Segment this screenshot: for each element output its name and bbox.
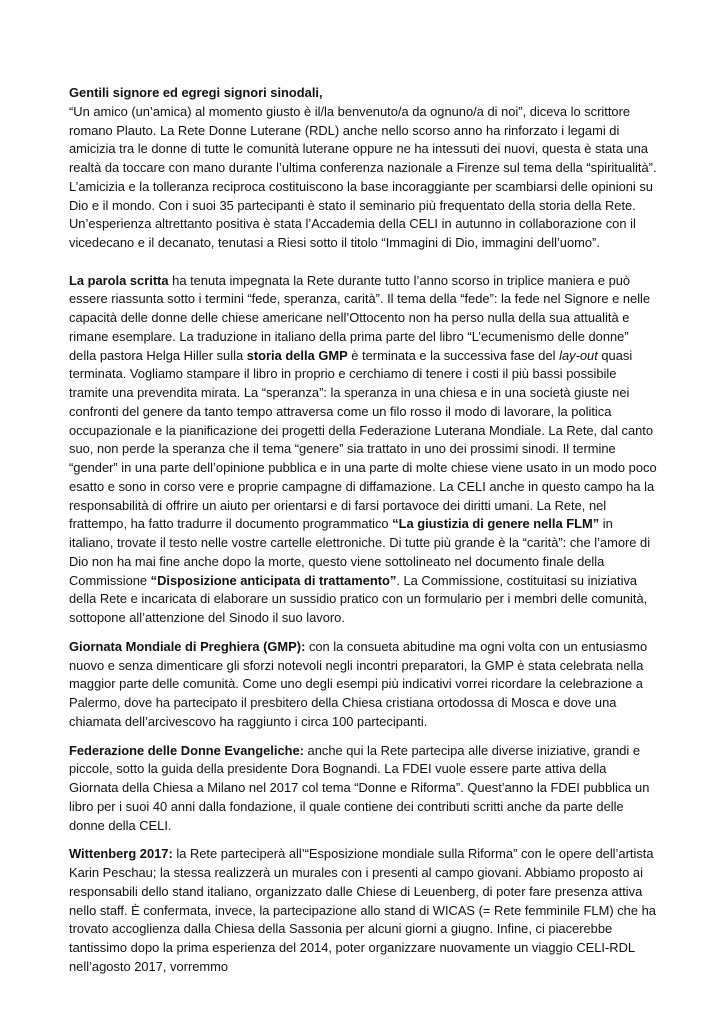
parola-text-3: quasi terminata. Vogliamo stampare il libro in proprio e cerchiamo di tenere i costi il più bassi possibile tramite una prevendita mirata. La “speranza”: la speranza in una chiesa e in una società giuste nei confronti del genere da tanto tempo attraversa come un filo rosso il modo di lavorare, la politica occupazionale e la pianificazione dei progetti della Federazione Luterana Mondiale. La Rete, dal canto suo, non perde la speranza che il tema “genere” sia trattato in uno dei prossimi sinodi. Il termine “gender” in una parte dell’opinione pubblica e in una parte di molte chiese viene usato in un modo poco esatto e sono in corso vere e proprie campagne di diffamazione. La CELI anche in questo campo ha la responsabilità di offrire un aiuto per orientarsi e di farsi portavoce dei diritti umani. La Rete, nel frattempo, ha fatto tradurre il documento programmatico (69, 347, 657, 532)
parola-bold-gmp-history: storia della GMP (246, 347, 348, 363)
wittenberg-heading: Wittenberg 2017: (69, 846, 173, 862)
parola-bold-disposizione: “Disposizione anticipata di trattamento” (150, 572, 397, 588)
wittenberg-paragraph (69, 845, 659, 976)
parola-italic-layout: lay-out (559, 347, 598, 363)
greeting: Gentili signore ed egregi signori sinodali, (69, 85, 323, 100)
parola-bold-gender-justice: “La giustizia di genere nella FLM” (392, 516, 600, 532)
gmp-heading: Giornata Mondiale di Preghiera (GMP): (69, 638, 306, 654)
fdei-heading: Federazione delle Donne Evangeliche: (69, 742, 304, 758)
parola-text-1: ha tenuta impegnata la Rete durante tutto l’anno scorso in triplice maniera e può essere riassunta sotto i termini “fede, speranza, carità”. Il tema della “fede”: la fede nel Signore e nelle capacità delle donne delle chiese americane nell’Ottocento non ha perso nulla della sua attualità e rimane esemplare. La traduzione in italiano della prima parte del libro “L’ecumenismo delle donne” della pastora Helga Hiller sulla (69, 272, 651, 363)
parola-heading: La parola scritta (69, 272, 169, 288)
document-page (69, 84, 659, 977)
gmp-text: con la consueta abitudine ma ogni volta con un entusiasmo nuovo e senza dimenticare gli sforzi notevoli negli incontri preparatori, la GMP è stata celebrata nella maggior parte delle comunità. Come uno degli esempi più indicativi vorrei ricordare la celebrazione a Palermo, dove ha partecipato il presbitero della Chiesa cristiana ortodossa di Mosca e dove una chiamata dell’arcivescovo ha raggiunto i circa 100 partecipanti. (69, 638, 648, 729)
intro-paragraph: “Un amico (un’amica) al momento giusto è il/la benvenuto/a da ognuno/a di noi”, diceva lo scrittore romano Plauto. La Rete Donne Luterane (RDL) anche nello scorso anno ha rinforzato i legami di amicizia tra le donne di tutte le comunità luterane oppure ne ha intessuti dei nuovi, questa è stata una realtà da toccare con mano durante l’ultima conferenza nazionale a Firenze sul tema della “spiritualità”. L’amicizia e la tolleranza reciproca costituiscono la base incoraggiante per scambiarsi delle opinioni su Dio e il mondo. Con i suoi 35 partecipanti è stato il seminario più frequentato della storia della Rete. Un’esperienza altrettanto positiva è stata l’Accademia della CELI in autunno in collaborazione con il vicedecano e il decanato, tenutasi a Riesi sotto il titolo “Immagini di Dio, immagini dell’uomo”. (69, 103, 657, 250)
gmp-paragraph (69, 638, 659, 732)
parola-paragraph (69, 272, 659, 628)
fdei-text: anche qui la Rete partecipa alle diverse iniziative, grandi e piccole, sotto la guida della presidente Dora Bognandi. La FDEI vuole essere parte attiva della Giornata della Chiesa a Milano nel 2017 col tema “Donne e Riforma”. Quest’anno la FDEI pubblica un libro per i suoi 40 anni dalla fondazione, il quale contiene dei contributi scritti anche da parte delle donne della CELI. (69, 742, 650, 833)
parola-text-2: è terminata e la successiva fase del (347, 347, 560, 363)
wittenberg-text: la Rete parteciperà all’“Esposizione mondiale sulla Riforma” con le opere dell’artista Karin Peschau; la stessa realizzerà un murales con i presenti al campo giovani. Abbiamo proposto ai responsabili dello stand italiano, organizzato dalle Chiese di Leuenberg, di poter fare presenza attiva nello staff. È confermata, invece, la partecipazione allo stand di WICAS (= Rete femminile FLM) che ha trovato accoglienza dalla Chiesa della Sassonia per alcuni giorni a giugno. Infine, ci piacerebbe tantissimo dopo la prima esperienza del 2014, poter organizzare nuovamente un viaggio CELI-RDL nell’agosto 2017, vorremmo (69, 846, 656, 974)
fdei-paragraph (69, 742, 659, 836)
parola-text-4: in italiano, trovate il testo nelle vostre cartelle elettroniche. Di tutte più grande è la “carità”: che l’amore di Dio non ha mai fine anche dopo la morte, questo viene sottolineato nel documento finale della Commissione (69, 516, 651, 588)
parola-text-5: . La Commissione, costituitasi su iniziativa della Rete e incaricata di elaborare un sussidio pratico con un formulario per i membri delle comunità, sottopone all’attenzione del Sinodo il suo lavoro. (69, 572, 648, 625)
